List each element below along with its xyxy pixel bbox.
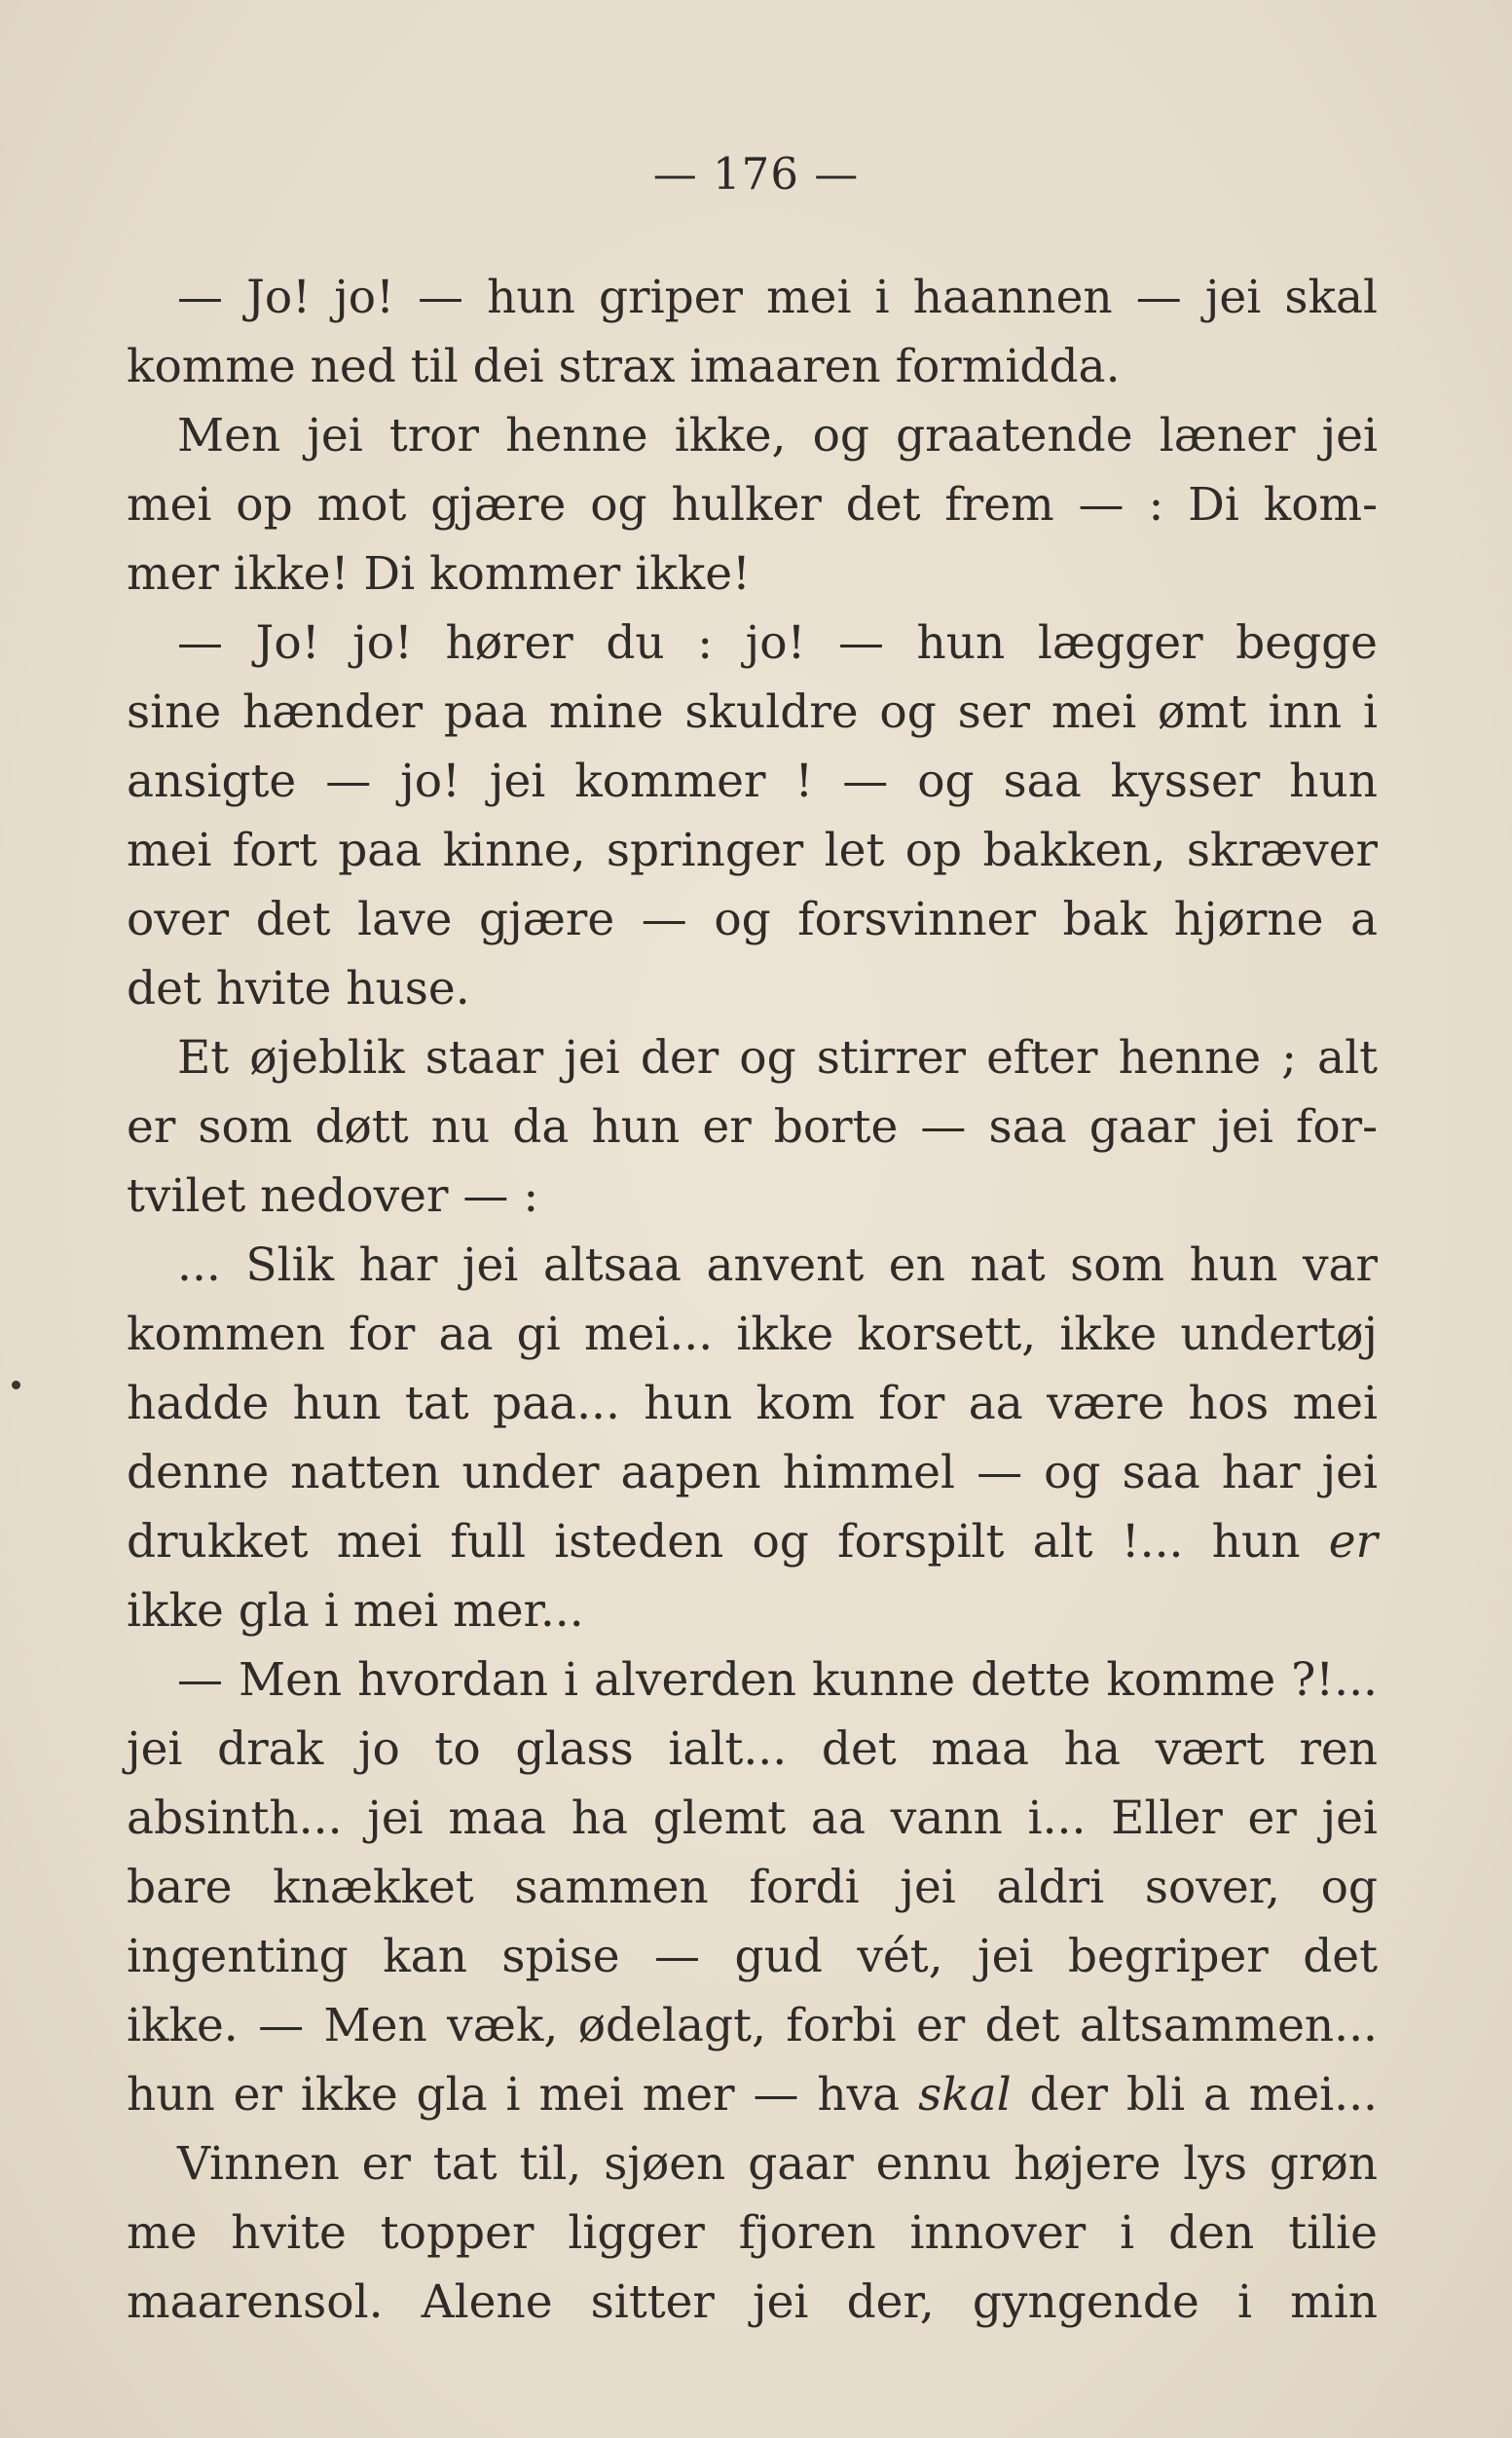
text-line-content: komme ned til dei strax imaaren formidda. [127,340,1121,393]
text-line-content: det hvite huse. [127,962,470,1016]
text-line-content: er som døtt nu da hun er borte — saa gaar jei for- [127,1100,1378,1154]
text-line [127,1645,1378,1715]
text-line [127,1715,1378,1784]
text-line [127,1576,1378,1645]
text-line [127,954,1378,1023]
body-text [127,263,1378,2337]
text-line-content: maarensol. Alene sitter jei der, gyngende i min [127,2275,1378,2329]
text-line-content: hadde hun tat paa... hun kom for aa være hos mei [127,1377,1378,1430]
text-line [127,1991,1378,2060]
text-line [127,2060,1378,2129]
text-line [127,678,1378,747]
text-line-content: sine hænder paa mine skuldre og ser mei ømt inn i [127,685,1378,739]
text-line-content: mei op mot gjære og hulker det frem — : Di kom- [127,478,1378,532]
text-line [127,1162,1378,1231]
text-line [127,816,1378,885]
text-line-content: — Jo! jo! hører du : jo! — hun lægger begge [177,616,1378,670]
text-line-content: mer ikke! Di kommer ikke! [127,547,751,601]
text-line [127,539,1378,609]
emphasized-word: er [1328,1515,1378,1569]
text-line [127,1369,1378,1438]
text-line-content: hun er ikke gla i mei mer — hva [127,2068,919,2122]
text-line [127,263,1378,332]
text-line [127,1092,1378,1162]
text-line-content: — Men hvordan i alverden kunne dette komme ?!... [177,1653,1378,1707]
text-line [127,1853,1378,1922]
text-line [127,332,1378,401]
text-line-content: ikke gla i mei mer... [127,1584,584,1638]
text-line-content: ikke. — Men væk, ødelagt, forbi er det altsammen... [127,1999,1378,2052]
text-line-content: ingenting kan spise — gud vét, jei begriper det [127,1930,1378,1983]
page-number: — 176 — [652,148,860,200]
emphasized-word: skal [918,2068,1012,2122]
ink-speck [12,1381,20,1389]
text-line [127,1507,1378,1576]
text-line-continuation: der bli a mei... [1011,2068,1378,2122]
text-line-content: jei drak jo to glass ialt... det maa ha vært ren [127,1722,1378,1776]
text-line [127,1922,1378,1991]
text-line-content: kommen for aa gi mei... ikke korsett, ikke undertøj [127,1308,1378,1361]
text-line [127,1784,1378,1853]
text-line [127,609,1378,678]
text-line [127,1438,1378,1507]
text-line-content: absinth... jei maa ha glemt aa vann i... Eller er jei [127,1792,1378,1845]
text-line-content: drukket mei full isteden og forspilt alt !... hun [127,1515,1329,1569]
text-line-content: ... Slik har jei altsaa anvent en nat som hun var [177,1238,1378,1292]
text-line-content: ansigte — jo! jei kommer ! — og saa kysser hun [127,755,1378,808]
text-line [127,1023,1378,1092]
text-line-content: bare knækket sammen fordi jei aldri sover, og [127,1861,1378,1914]
text-line-content: — Jo! jo! — hun griper mei i haannen — jei skal [177,271,1378,324]
text-line-content: Vinnen er tat til, sjøen gaar ennu højere lys grøn [177,2137,1378,2191]
text-line [127,885,1378,954]
text-line-content: mei fort paa kinne, springer let op bakken, skræver [127,824,1378,877]
text-line [127,401,1378,470]
text-line-content: Men jei tror henne ikke, og graatende læner jei [177,409,1378,462]
text-line [127,1231,1378,1300]
text-line [127,2198,1378,2268]
text-line-content: denne natten under aapen himmel — og saa har jei [127,1446,1378,1499]
text-line-content: me hvite topper ligger fjoren innover i den tilie [127,2206,1378,2260]
text-line [127,747,1378,816]
text-line [127,2129,1378,2198]
text-line-content: over det lave gjære — og forsvinner bak hjørne a [127,893,1378,946]
text-line-content: tvilet nedover — : [127,1169,539,1223]
text-line [127,470,1378,539]
text-line [127,1300,1378,1369]
text-line [127,2268,1378,2337]
text-line-content: Et øjeblik staar jei der og stirrer efter henne ; alt [177,1031,1378,1085]
